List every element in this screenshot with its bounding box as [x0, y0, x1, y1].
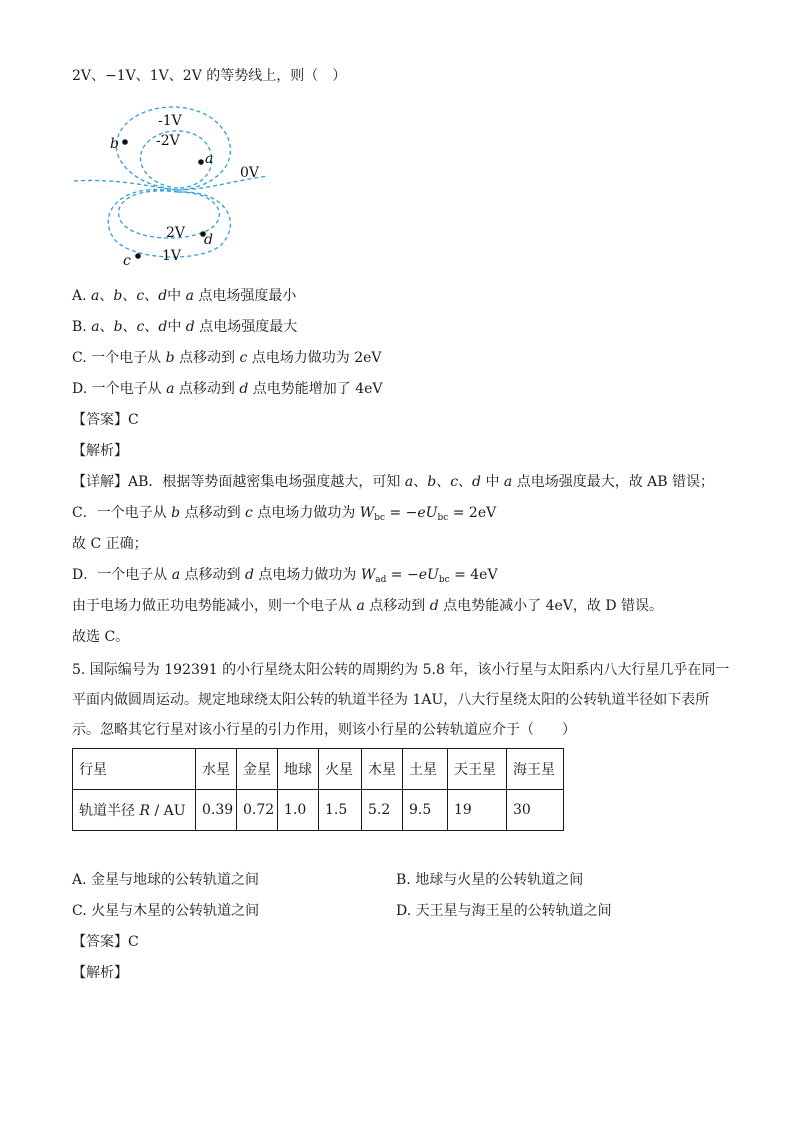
- q4-option-a: A. a、b、c、d中 a 点电场强度最小: [72, 288, 297, 304]
- label-0v: 0V: [240, 165, 260, 181]
- equipotential-0v: [74, 176, 268, 190]
- q4-detail-line-3: 故 C 正确；: [72, 536, 148, 552]
- label-point-b: b: [110, 136, 119, 152]
- q5-option-a: A. 金星与地球的公转轨道之间: [72, 872, 260, 888]
- table-header-cell: 天王星: [448, 749, 507, 790]
- point-c-dot: [135, 253, 141, 259]
- table-header-cell: 金星: [237, 749, 278, 790]
- q4-detail-line-5: 由于电场力做正功电势能减小，则一个电子从 a 点移动到 d 点电势能减小了 4eV，故 D 错误。: [72, 598, 664, 614]
- q4-option-c: C. 一个电子从 b 点移动到 c 点电场力做功为 2eV: [72, 350, 382, 366]
- label-point-c: c: [123, 253, 131, 269]
- table-cell: 9.5: [403, 790, 448, 831]
- table-cell: 30: [507, 790, 564, 831]
- table-cell: 19: [448, 790, 507, 831]
- table-header-cell: 地球: [278, 749, 319, 790]
- label-1v: 1V: [162, 248, 182, 264]
- table-header-cell: 火星: [319, 749, 362, 790]
- q4-option-d: D. 一个电子从 a 点移动到 d 点电势能增加了 4eV: [72, 381, 383, 397]
- table-header-cell: 行星: [73, 749, 196, 790]
- q5-option-c: C. 火星与木星的公转轨道之间: [72, 903, 260, 919]
- label-2v: 2V: [166, 225, 186, 241]
- table-header-row: [73, 749, 564, 790]
- point-a-dot: [198, 159, 204, 165]
- q5-stem-line-3: 示。忽略其它行星对该小行星的引力作用，则该小行星的公转轨道应介于（ ）: [72, 722, 576, 738]
- equipotential-figure: [70, 100, 280, 270]
- q4-analysis-heading: 【解析】: [72, 443, 128, 459]
- table-header-cell: 海王星: [507, 749, 564, 790]
- table-row-label: 轨道半径 R / AU: [73, 790, 196, 831]
- q4-detail-line-4: D．一个电子从 a 点移动到 d 点电场力做功为 $W_{ad} = -eU_{bc} = 4eV$: [72, 567, 498, 585]
- q5-option-d: D. 天王星与海王星的公转轨道之间: [396, 903, 612, 919]
- q5-option-b: B. 地球与火星的公转轨道之间: [396, 872, 584, 888]
- table-row: [73, 790, 564, 831]
- label-minus2v: -2V: [156, 133, 180, 149]
- table-cell: 0.39: [196, 790, 237, 831]
- q5-stem-line-1: 5. 国际编号为 192391 的小行星绕太阳公转的周期约为 5.8 年，该小行星与太阳系内八大行星几乎在同一: [72, 662, 730, 678]
- q5-answer: 【答案】C: [72, 934, 139, 950]
- q4-answer: 【答案】C: [72, 412, 139, 428]
- q4-detail-line-1: 【详解】AB．根据等势面越密集电场强度越大，可知 a、b、c、d 中 a 点电场强度最大，故 AB 错误；: [72, 474, 715, 490]
- label-point-a: a: [205, 151, 214, 167]
- q4-detail-line-6: 故选 C。: [72, 629, 130, 645]
- q4-detail-line-2: C．一个电子从 b 点移动到 c 点电场力做功为 $W_{bc} = -eU_{bc} = 2eV$: [72, 505, 497, 523]
- label-minus1v: -1V: [158, 113, 182, 129]
- point-b-dot: [122, 139, 128, 145]
- orbit-radius-table: [72, 748, 564, 831]
- q5-analysis-heading: 【解析】: [72, 965, 128, 981]
- q4-option-b: B. a、b、c、d中 d 点电场强度最大: [72, 319, 298, 335]
- table-cell: 0.72: [237, 790, 278, 831]
- q5-stem-line-2: 平面内做圆周运动。规定地球绕太阳公转的轨道半径为 1AU，八大行星绕太阳的公转轨道半径如下表所: [72, 692, 710, 708]
- q4-stem-tail: 2V、−1V、1V、2V 的等势线上，则（ ）: [72, 68, 347, 84]
- table-cell: 1.0: [278, 790, 319, 831]
- label-point-d: d: [204, 232, 213, 248]
- table-header-cell: 木星: [362, 749, 403, 790]
- table-header-cell: 土星: [403, 749, 448, 790]
- table-cell: 5.2: [362, 790, 403, 831]
- table-cell: 1.5: [319, 790, 362, 831]
- table-header-cell: 水星: [196, 749, 237, 790]
